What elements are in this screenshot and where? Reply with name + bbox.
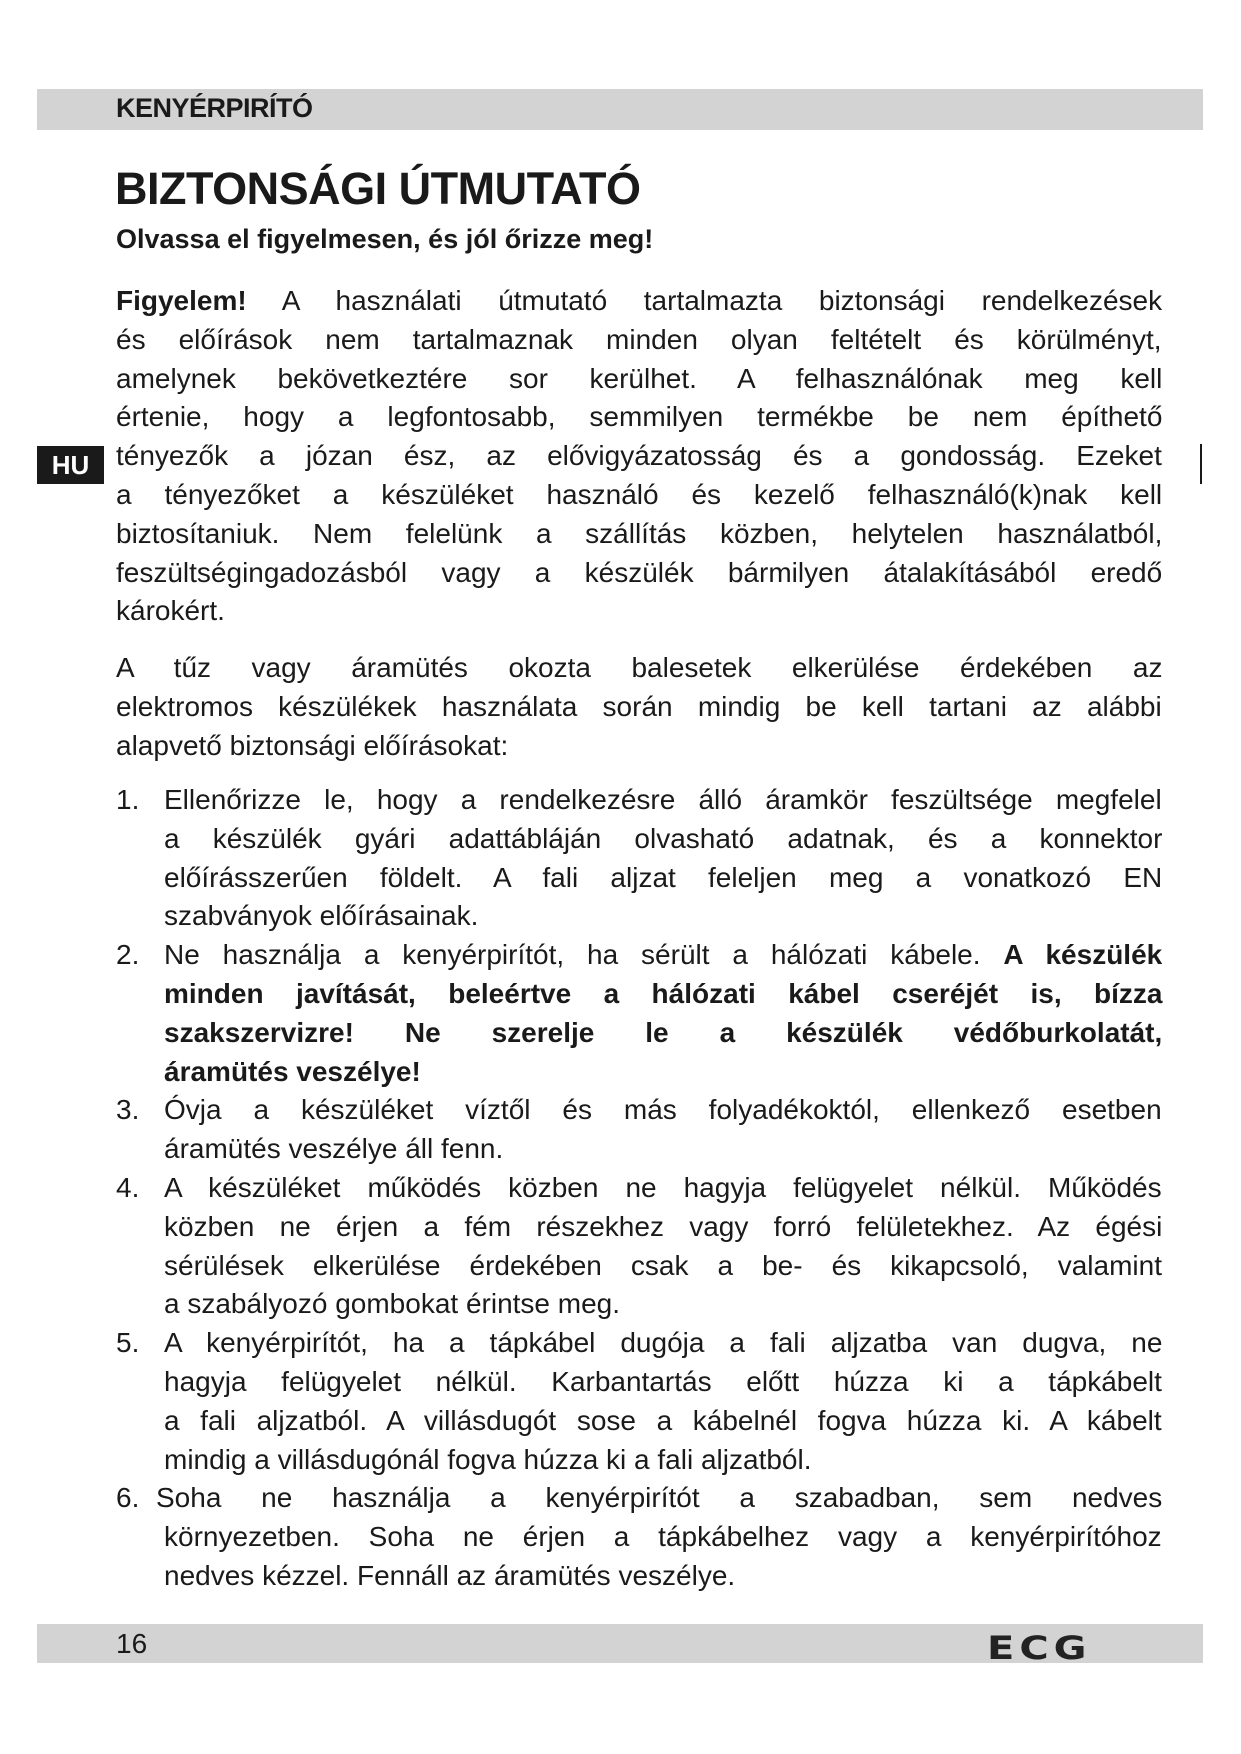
text-line [164,974,1162,1013]
text: értenie, hogy a legfontosabb, semmilyen termékbe be nem építhető [116,401,1163,433]
ecg-logo: ECG [987,1629,1092,1667]
bold-text: áramütés veszélye! [164,1055,421,1087]
text: A készüléket működés közben ne hagyja felügyelet nélkül. Működés [164,1172,1162,1203]
text-line [164,1168,1162,1207]
bold-text: minden javítását, beleértve a hálózati kábel cseréjét is, bízza [164,978,1163,1009]
text-line [164,1129,503,1168]
text: hagyja felügyelet nélkül. Karbantartás előtt húzza ki a tápkábelt [164,1366,1162,1397]
text-line [116,553,1162,592]
text-line [164,1401,1162,1440]
text-line [164,780,1162,819]
text-line [116,514,1162,553]
text-line [164,1323,1162,1362]
text: feszültségingadozásból vagy a készülék bármilyen átalakításából eredő [116,556,1163,588]
text: mindig a villásdugónál fogva húzza ki a fali aljzatból. [164,1443,812,1475]
text: elektromos készülékek használata során mindig be kell tartani az alábbi [116,691,1162,722]
text: nedves kézzel. Fennáll az áramütés veszélye. [164,1560,736,1591]
bold-text: A készülék [1003,939,1163,971]
header-bar [37,89,1203,130]
language-badge: HU [37,446,104,484]
text: sérülések elkerülése érdekében csak a be- és kikapcsoló, valamint [164,1249,1162,1281]
text: a fali aljzatból. A villásdugót sose a kábelnél fogva húzza ki. A kábelt [164,1404,1162,1436]
list-number: 4. [116,1172,140,1203]
text: a szabályozó gombokat érintse meg. [164,1288,621,1320]
bold-text: szakszervizre! Ne szerelje le a készülék védőburkolatát, [164,1016,1163,1048]
text: és előírások nem tartalmaznak minden olyan feltételt és körülményt, [116,323,1162,355]
text-line [116,359,1162,398]
text-line [164,935,1162,974]
text-line [116,591,225,630]
text: áramütés veszélye áll fenn. [164,1133,504,1165]
list-number: 5. [116,1327,140,1359]
text-line [164,1246,1162,1285]
margin-marker [1200,444,1202,484]
text: előírásszerűen földelt. A fali aljzat feleljen meg a vonatkozó EN [164,861,1163,893]
text-line [164,1517,1162,1556]
text: A kenyérpirítót, ha a tápkábel dugója a fali aljzatba van dugva, ne [164,1327,1163,1359]
text-line [164,858,1162,897]
bold-text: Figyelem! [116,285,247,316]
text-line [156,1478,1162,1517]
list-number: 1. [116,784,140,815]
text-line [164,1052,421,1091]
text-line [164,1362,1162,1401]
text: a tényezőket a készüléket használó és kezelő felhasználó(k)nak kell [116,479,1163,510]
text-line [164,1013,1162,1052]
list-number: 2. [116,939,140,971]
text-line [116,397,1162,436]
text: környezetben. Soha ne érjen a tápkábelhez vagy a kenyérpirítóhoz [164,1521,1162,1553]
text: A tűz vagy áramütés okozta balesetek elkerülése érdekében az [116,652,1163,684]
text: a készülék gyári adattábláján olvasható adatnak, és a konnektor [164,822,1163,854]
text-line [164,819,1162,858]
text: biztosítaniuk. Nem felelünk a szállítás közben, helytelen használatból, [116,517,1163,549]
text-line [116,436,1162,475]
footer-bar [37,1624,1203,1667]
text: A használati útmutató tartalmazta biztonsági rendelkezések [246,285,1163,316]
text-line [116,281,1162,320]
text: Soha ne használja a kenyérpirítót a szabadban, sem nedves [156,1482,1163,1514]
list-number: 6. [116,1482,140,1514]
text-line [164,1207,1162,1246]
section-title: KENYÉRPIRÍTÓ [116,93,313,123]
text-line [164,1284,620,1323]
text: Ne használja a kenyérpirítót, ha sérült a hálózati kábele. [164,939,1004,971]
page-number: 16 [116,1628,148,1659]
text: károkért. [116,595,225,627]
text: Ellenőrizze le, hogy a rendelkezésre álló áramkör feszültsége megfelel [164,784,1162,815]
text: amelynek bekövetkeztére sor kerülhet. A felhasználónak meg kell [116,362,1163,394]
text-line [164,1556,735,1595]
text-line [164,896,478,935]
text-line [116,687,1162,726]
text-line [164,1090,1162,1129]
list-number: 3. [116,1094,140,1126]
text: szabványok előírásainak. [164,900,479,932]
text: közben ne érjen a fém részekhez vagy forró felületekhez. Az égési [164,1210,1163,1242]
text-line [116,648,1162,687]
text-line [164,1440,812,1479]
text: tényezők a józan ész, az elővigyázatosság és a gondosság. Ezeket [116,440,1162,472]
page-title: BIZTONSÁGI ÚTMUTATÓ [115,163,641,214]
text-line [116,475,1162,514]
text: Óvja a készüléket víztől és más folyadékoktól, ellenkező esetben [164,1094,1162,1126]
page-subtitle: Olvassa el figyelmesen, és jól őrizze meg! [116,224,654,254]
text-line [116,320,1162,359]
text: alapvető biztonsági előírásokat: [116,729,509,761]
text-line [116,726,508,765]
